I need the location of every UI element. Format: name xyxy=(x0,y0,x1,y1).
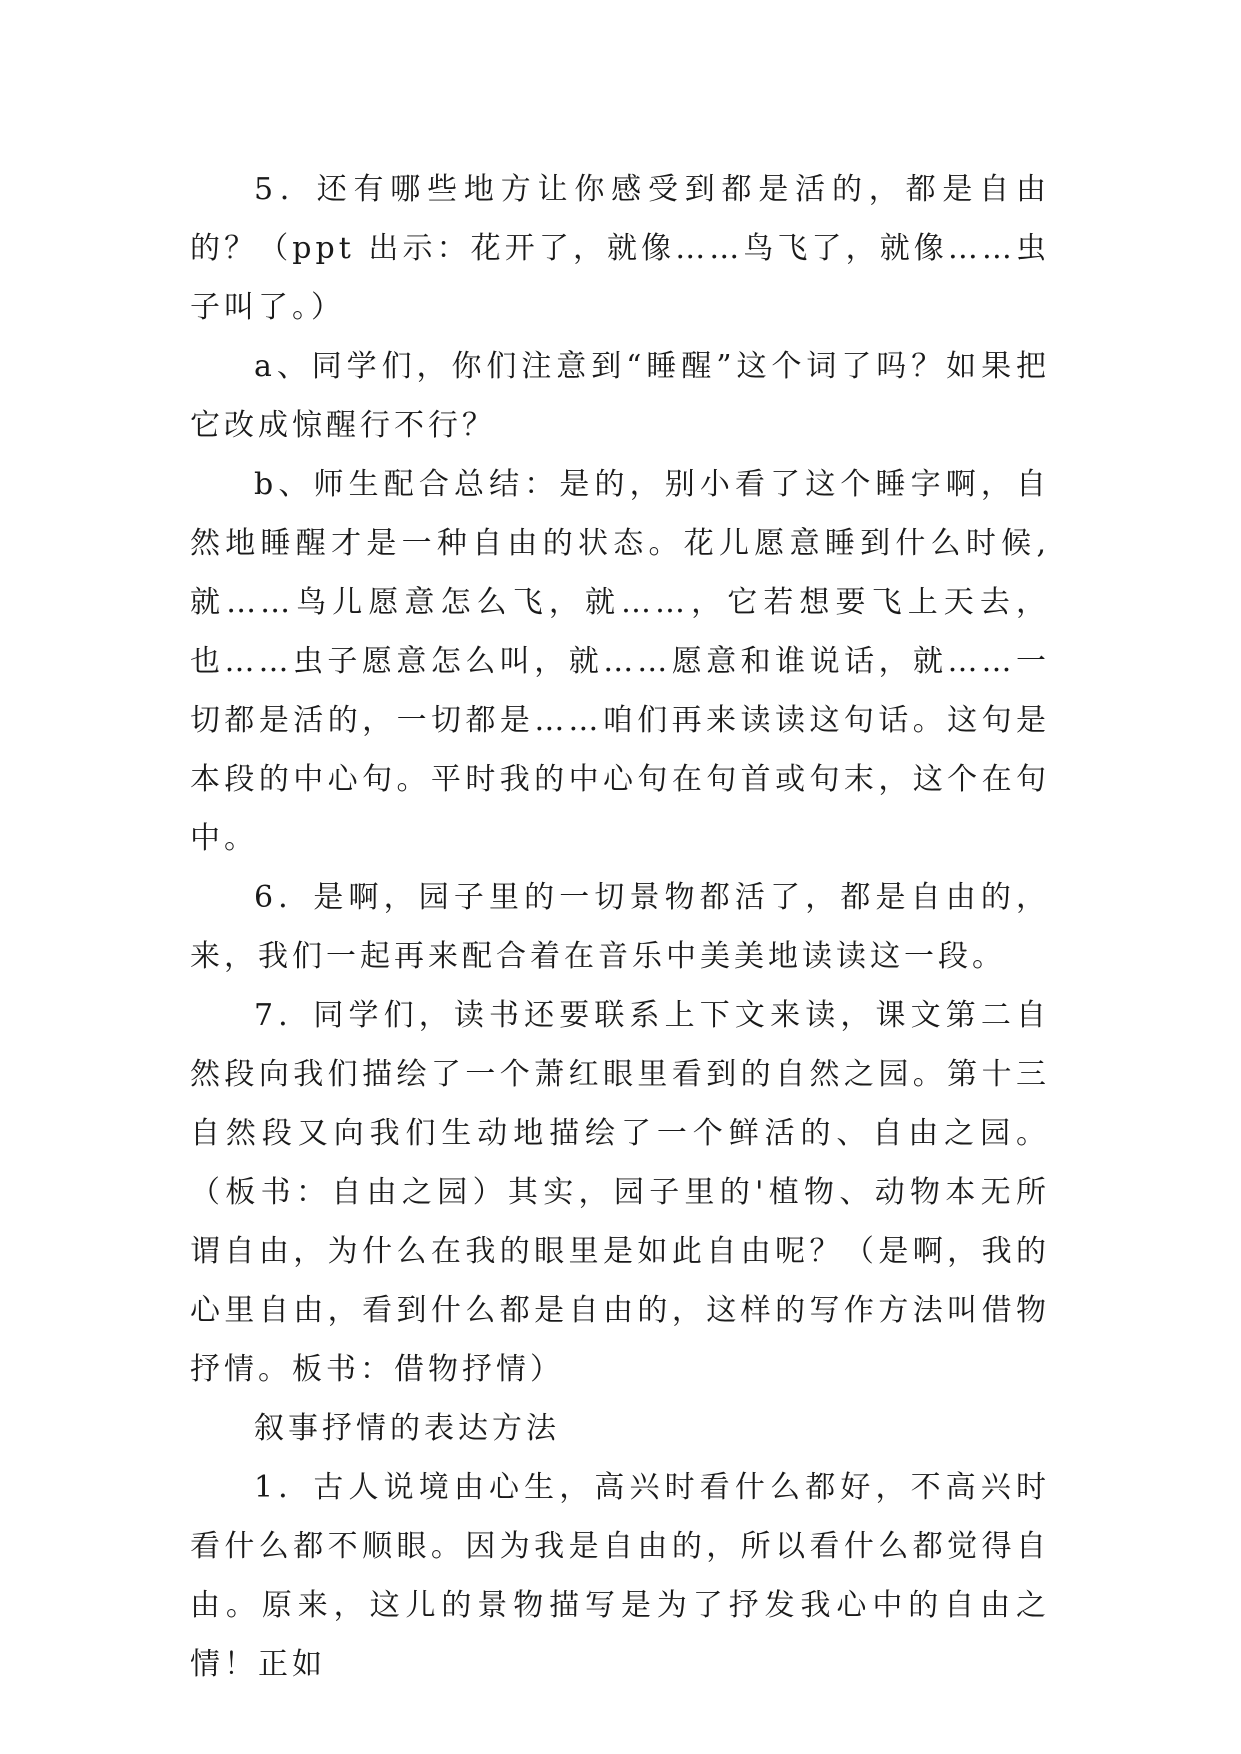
paragraph-step-6: 6．是啊，园子里的一切景物都活了，都是自由的，来，我们一起再来配合着在音乐中美美地读读这一段。 xyxy=(190,880,1050,974)
section-heading: 叙事抒情的表达方法 xyxy=(254,1411,560,1446)
paragraph-point-b: b、师生配合总结：是的，别小看了这个睡字啊，自然地睡醒才是一种自由的状态。花儿愿意睡到什么时候,就……鸟儿愿意怎么飞，就……，它若想要飞上天去，也……虫子愿意怎么叫，就……愿意和谁说话，就……一切都是活的，一切都是……咱们再来读读这句话。这句是本段的中心句。平时我的中心句在句首或句末，这个在句中。 xyxy=(190,467,1050,856)
paragraph-item-1: 1．古人说境由心生，高兴时看什么都好，不高兴时看什么都不顺眼。因为我是自由的，所以看什么都觉得自由。原来，这儿的景物描写是为了抒发我心中的自由之情！正如 xyxy=(190,1470,1050,1682)
paragraph-step-7: 7．同学们，读书还要联系上下文来读，课文第二自然段向我们描绘了一个萧红眼里看到的自然之园。第十三自然段又向我们生动地描绘了一个鲜活的、自由之园。（板书：自由之园）其实，园子里的'植物、动物本无所谓自由，为什么在我的眼里是如此自由呢？（是啊，我的心里自由，看到什么都是自由的，这样的写作方法叫借物抒情。板书：借物抒情） xyxy=(190,998,1050,1387)
document-body xyxy=(190,160,1050,1694)
paragraph-point-a: a、同学们，你们注意到“睡醒”这个词了吗？如果把它改成惊醒行不行？ xyxy=(190,349,1050,443)
paragraph-question-5: 5．还有哪些地方让你感受到都是活的，都是自由的？（ppt 出示：花开了，就像……鸟飞了，就像……虫子叫了。） xyxy=(190,172,1050,325)
